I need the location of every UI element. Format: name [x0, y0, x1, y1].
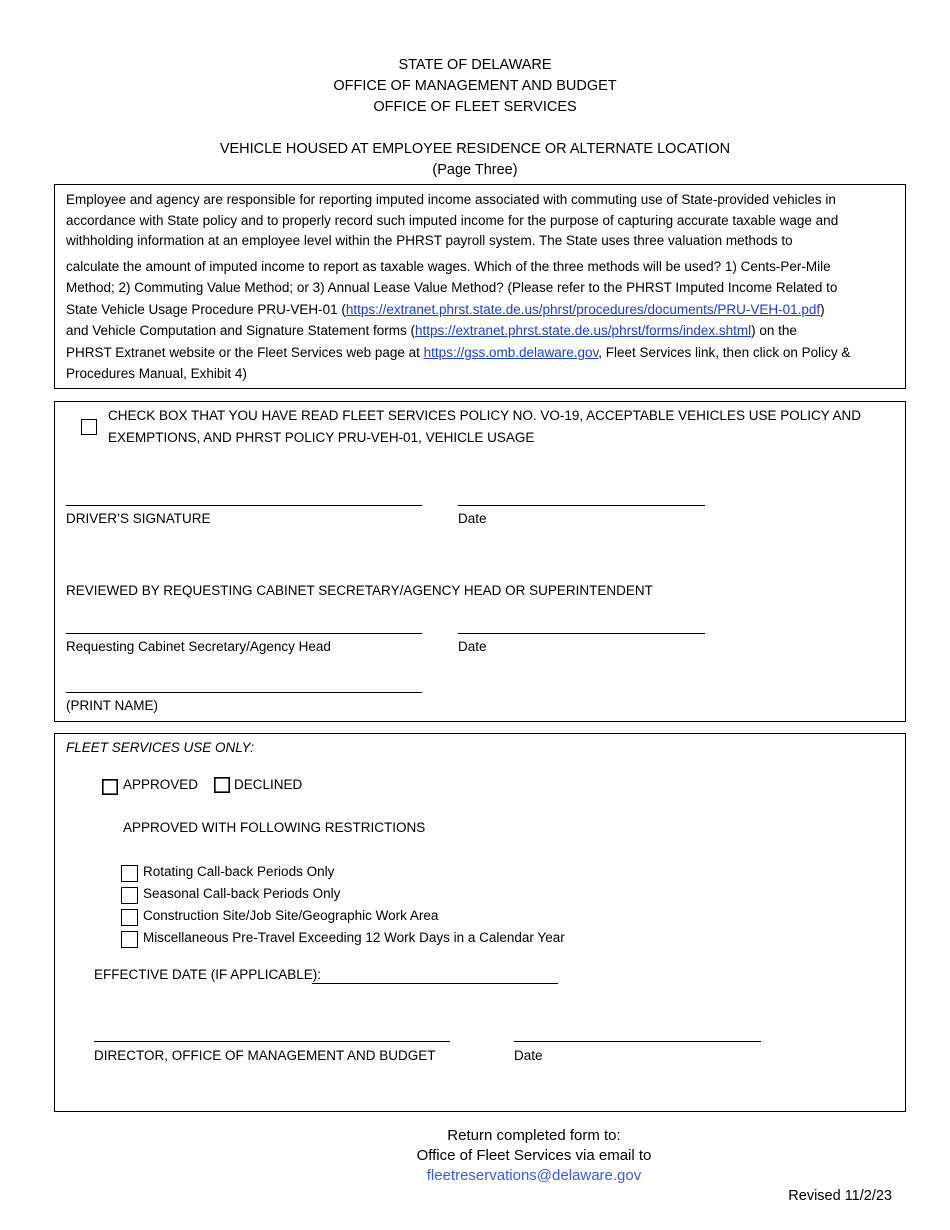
return-line-2: Office of Fleet Services via email to — [416, 1147, 652, 1164]
intro-line — [66, 302, 825, 317]
intro-line: withholding information at an employee level within the PHRST payroll system. The State uses three valuation methods to — [66, 233, 793, 248]
intro-line: Employee and agency are responsible for reporting imputed income associated with commuting use of State-provided vehicles in — [66, 192, 836, 207]
director-date-line[interactable] — [514, 1041, 761, 1042]
policy-check-label-1: CHECK BOX THAT YOU HAVE READ FLEET SERVICES POLICY NO. VO-19, ACCEPTABLE VEHICLES USE POLICY AND — [108, 408, 861, 423]
page-label: (Page Three) — [432, 162, 518, 178]
approved-label: APPROVED — [123, 777, 199, 792]
intro-line — [66, 345, 850, 360]
phrst-forms-link[interactable]: https://extranet.phrst.state.de.us/phrst/forms/index.shtml — [414, 323, 752, 338]
header-office-omb: OFFICE OF MANAGEMENT AND BUDGET — [333, 78, 617, 94]
intro-text-segment: State Vehicle Usage Procedure PRU-VEH-01 ( — [66, 302, 346, 317]
effective-date-line[interactable] — [312, 983, 558, 984]
print-name-line[interactable] — [66, 692, 422, 693]
intro-text-segment: ) on the — [751, 323, 797, 338]
fleet-services-link[interactable]: https://gss.omb.delaware.gov — [423, 345, 599, 360]
intro-text-segment: PHRST Extranet website or the Fleet Services web page at — [66, 345, 424, 360]
policy-check-label-2: EXEMPTIONS, AND PHRST POLICY PRU-VEH-01, VEHICLE USAGE — [108, 430, 535, 445]
reviewed-by-heading: REVIEWED BY REQUESTING CABINET SECRETARY/AGENCY HEAD OR SUPERINTENDENT — [66, 583, 653, 598]
print-name-label: (PRINT NAME) — [66, 698, 159, 713]
approved-checkbox[interactable] — [102, 779, 118, 795]
restriction-checkbox-seasonal[interactable] — [121, 887, 138, 904]
intro-line: Procedures Manual, Exhibit 4) — [66, 366, 247, 381]
driver-date-line[interactable] — [458, 505, 705, 506]
fleet-email-link[interactable]: fleetreservations@delaware.gov — [426, 1167, 642, 1184]
intro-text-segment: and Vehicle Computation and Signature Statement forms ( — [66, 323, 415, 338]
header-block — [0, 55, 950, 118]
pru-veh-01-link[interactable]: https://extranet.phrst.state.de.us/phrst/procedures/documents/PRU-VEH-01.pdf — [345, 302, 821, 317]
driver-signature-line[interactable] — [66, 505, 422, 506]
intro-line: Method; 2) Commuting Value Method; or 3) Annual Lease Value Method? (Please refer to the PHRST Imputed Income Related to — [66, 280, 838, 295]
effective-date-label: EFFECTIVE DATE (IF APPLICABLE): — [94, 967, 322, 982]
policy-read-checkbox[interactable] — [81, 419, 97, 435]
header-office-fleet: OFFICE OF FLEET SERVICES — [373, 99, 577, 115]
secretary-date-line[interactable] — [458, 633, 705, 634]
director-signature-label: DIRECTOR, OFFICE OF MANAGEMENT AND BUDGET — [94, 1048, 436, 1063]
driver-date-label: Date — [458, 511, 487, 526]
return-line-1: Return completed form to: — [447, 1127, 621, 1144]
secretary-signature-label: Requesting Cabinet Secretary/Agency Head — [66, 639, 331, 654]
intro-text-segment: ) — [820, 302, 825, 317]
return-instructions — [0, 1126, 950, 1186]
restriction-label: Rotating Call-back Periods Only — [143, 864, 335, 879]
director-signature-line[interactable] — [94, 1041, 450, 1042]
director-date-label: Date — [514, 1048, 543, 1063]
restriction-checkbox-misc-travel[interactable] — [121, 931, 138, 948]
declined-checkbox[interactable] — [214, 777, 230, 793]
form-title-block — [0, 139, 950, 181]
intro-line — [66, 323, 797, 338]
intro-text-segment: , Fleet Services link, then click on Policy & — [598, 345, 851, 360]
restriction-label: Construction Site/Job Site/Geographic Work Area — [143, 908, 439, 923]
restriction-label: Seasonal Call-back Periods Only — [143, 886, 341, 901]
restriction-checkbox-rotating[interactable] — [121, 865, 138, 882]
acknowledgement-box — [54, 401, 906, 722]
restriction-label: Miscellaneous Pre-Travel Exceeding 12 Work Days in a Calendar Year — [143, 930, 565, 945]
header-state: STATE OF DELAWARE — [398, 57, 552, 73]
intro-line: accordance with State policy and to properly record such imputed income for the purpose of capturing accurate taxable wage and — [66, 213, 839, 228]
intro-line: calculate the amount of imputed income to report as taxable wages. Which of the three methods will be used? 1) Cents-Per-Mile — [66, 259, 831, 274]
form-title: VEHICLE HOUSED AT EMPLOYEE RESIDENCE OR ALTERNATE LOCATION — [219, 141, 731, 157]
secretary-date-label: Date — [458, 639, 487, 654]
revised-date: Revised 11/2/23 — [788, 1188, 892, 1204]
restrictions-heading: APPROVED WITH FOLLOWING RESTRICTIONS — [123, 820, 426, 835]
declined-label: DECLINED — [234, 777, 303, 792]
secretary-signature-line[interactable] — [66, 633, 422, 634]
driver-signature-label: DRIVER’S SIGNATURE — [66, 511, 211, 526]
fleet-use-only-heading: FLEET SERVICES USE ONLY: — [66, 740, 254, 755]
restriction-checkbox-construction[interactable] — [121, 909, 138, 926]
